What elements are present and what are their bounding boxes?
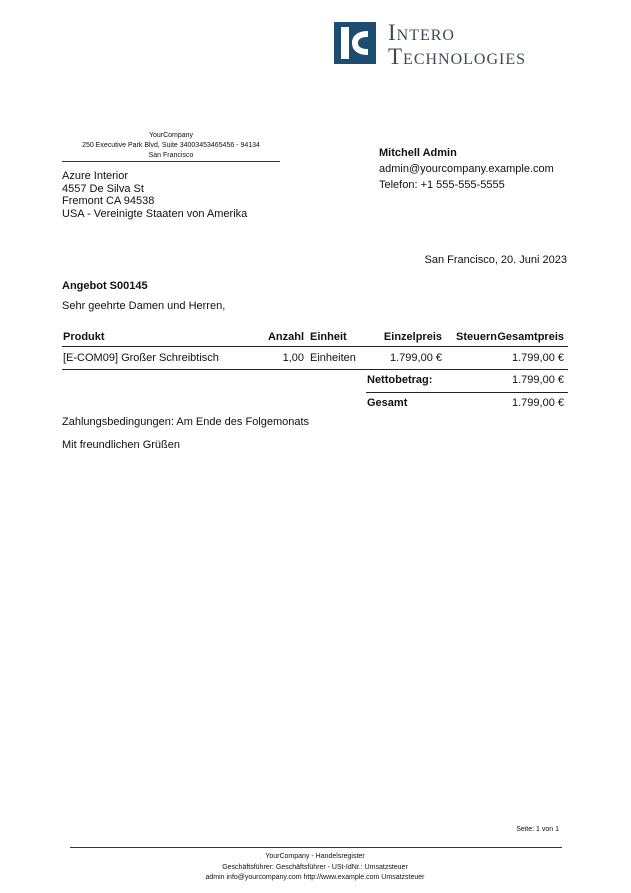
totals-divider (366, 392, 568, 393)
total-value: 1.799,00 € (512, 397, 564, 409)
company-logo-icon (334, 22, 376, 64)
contact-email[interactable]: admin@yourcompany.example.com (379, 163, 554, 175)
logo-text-line1: Intero (388, 20, 455, 45)
contact-block (379, 145, 554, 193)
footer-divider (70, 847, 562, 848)
footer-line-1: YourCompany - Handelsregister (265, 853, 365, 860)
recipient-city: Fremont CA 94538 (62, 195, 155, 207)
row-qty: 1,00 (282, 352, 304, 364)
column-header-unit: Einheit (310, 331, 347, 343)
payment-terms: Zahlungsbedingungen: Am Ende des Folgemonats (62, 416, 310, 428)
sender-divider (62, 161, 280, 162)
contact-phone: Telefon: +1 555-555-5555 (379, 179, 505, 191)
contact-name: Mitchell Admin (379, 147, 457, 159)
recipient-street: 4557 De Silva St (62, 182, 144, 195)
salutation: Sehr geehrte Damen und Herren, (62, 300, 226, 312)
column-header-total: Gesamtpreis (497, 331, 564, 343)
column-header-price: Einzelpreis (383, 331, 442, 343)
row-total: 1.799,00 € (512, 352, 564, 364)
row-unit: Einheiten (310, 352, 356, 364)
table-row-divider (62, 369, 568, 370)
net-value: 1.799,00 € (512, 374, 564, 386)
recipient-country: USA - Vereinigte Staaten von Amerika (62, 207, 248, 220)
sender-street: 250 Executive Park Blvd, Suite 34003453465456 - 94134 (82, 142, 260, 149)
column-header-taxes: Steuern (456, 331, 497, 343)
page-number: Seite: 1 von 1 (516, 826, 559, 833)
document-date: San Francisco, 20. Juni 2023 (424, 254, 567, 266)
logo-text-line2: Technologies (388, 44, 527, 69)
sender-company: YourCompany (148, 132, 194, 139)
row-product: [E-COM09] Großer Schreibtisch (63, 352, 219, 364)
sender-address (62, 131, 280, 161)
footer-line-2: Geschäftsführer: Geschäftsführer - USt-IdNr.: Umsatzsteuer (222, 863, 408, 871)
total-label: Gesamt (367, 397, 408, 409)
footer-line-3: admin info@yourcompany.com http://www.example.com Umsatzsteuer (205, 874, 425, 881)
sender-city: San Francisco (148, 152, 194, 159)
column-header-product: Produkt (63, 331, 105, 343)
closing-greeting: Mit freundlichen Grüßen (62, 439, 180, 451)
recipient-name: Azure Interior (62, 170, 129, 182)
quote-title: Angebot S00145 (62, 280, 148, 292)
table-header-divider (62, 346, 568, 347)
net-label: Nettobetrag: (367, 374, 433, 386)
footer (62, 852, 568, 884)
recipient-address (62, 170, 247, 220)
column-header-qty: Anzahl (267, 331, 304, 343)
row-price: 1.799,00 € (390, 352, 442, 364)
